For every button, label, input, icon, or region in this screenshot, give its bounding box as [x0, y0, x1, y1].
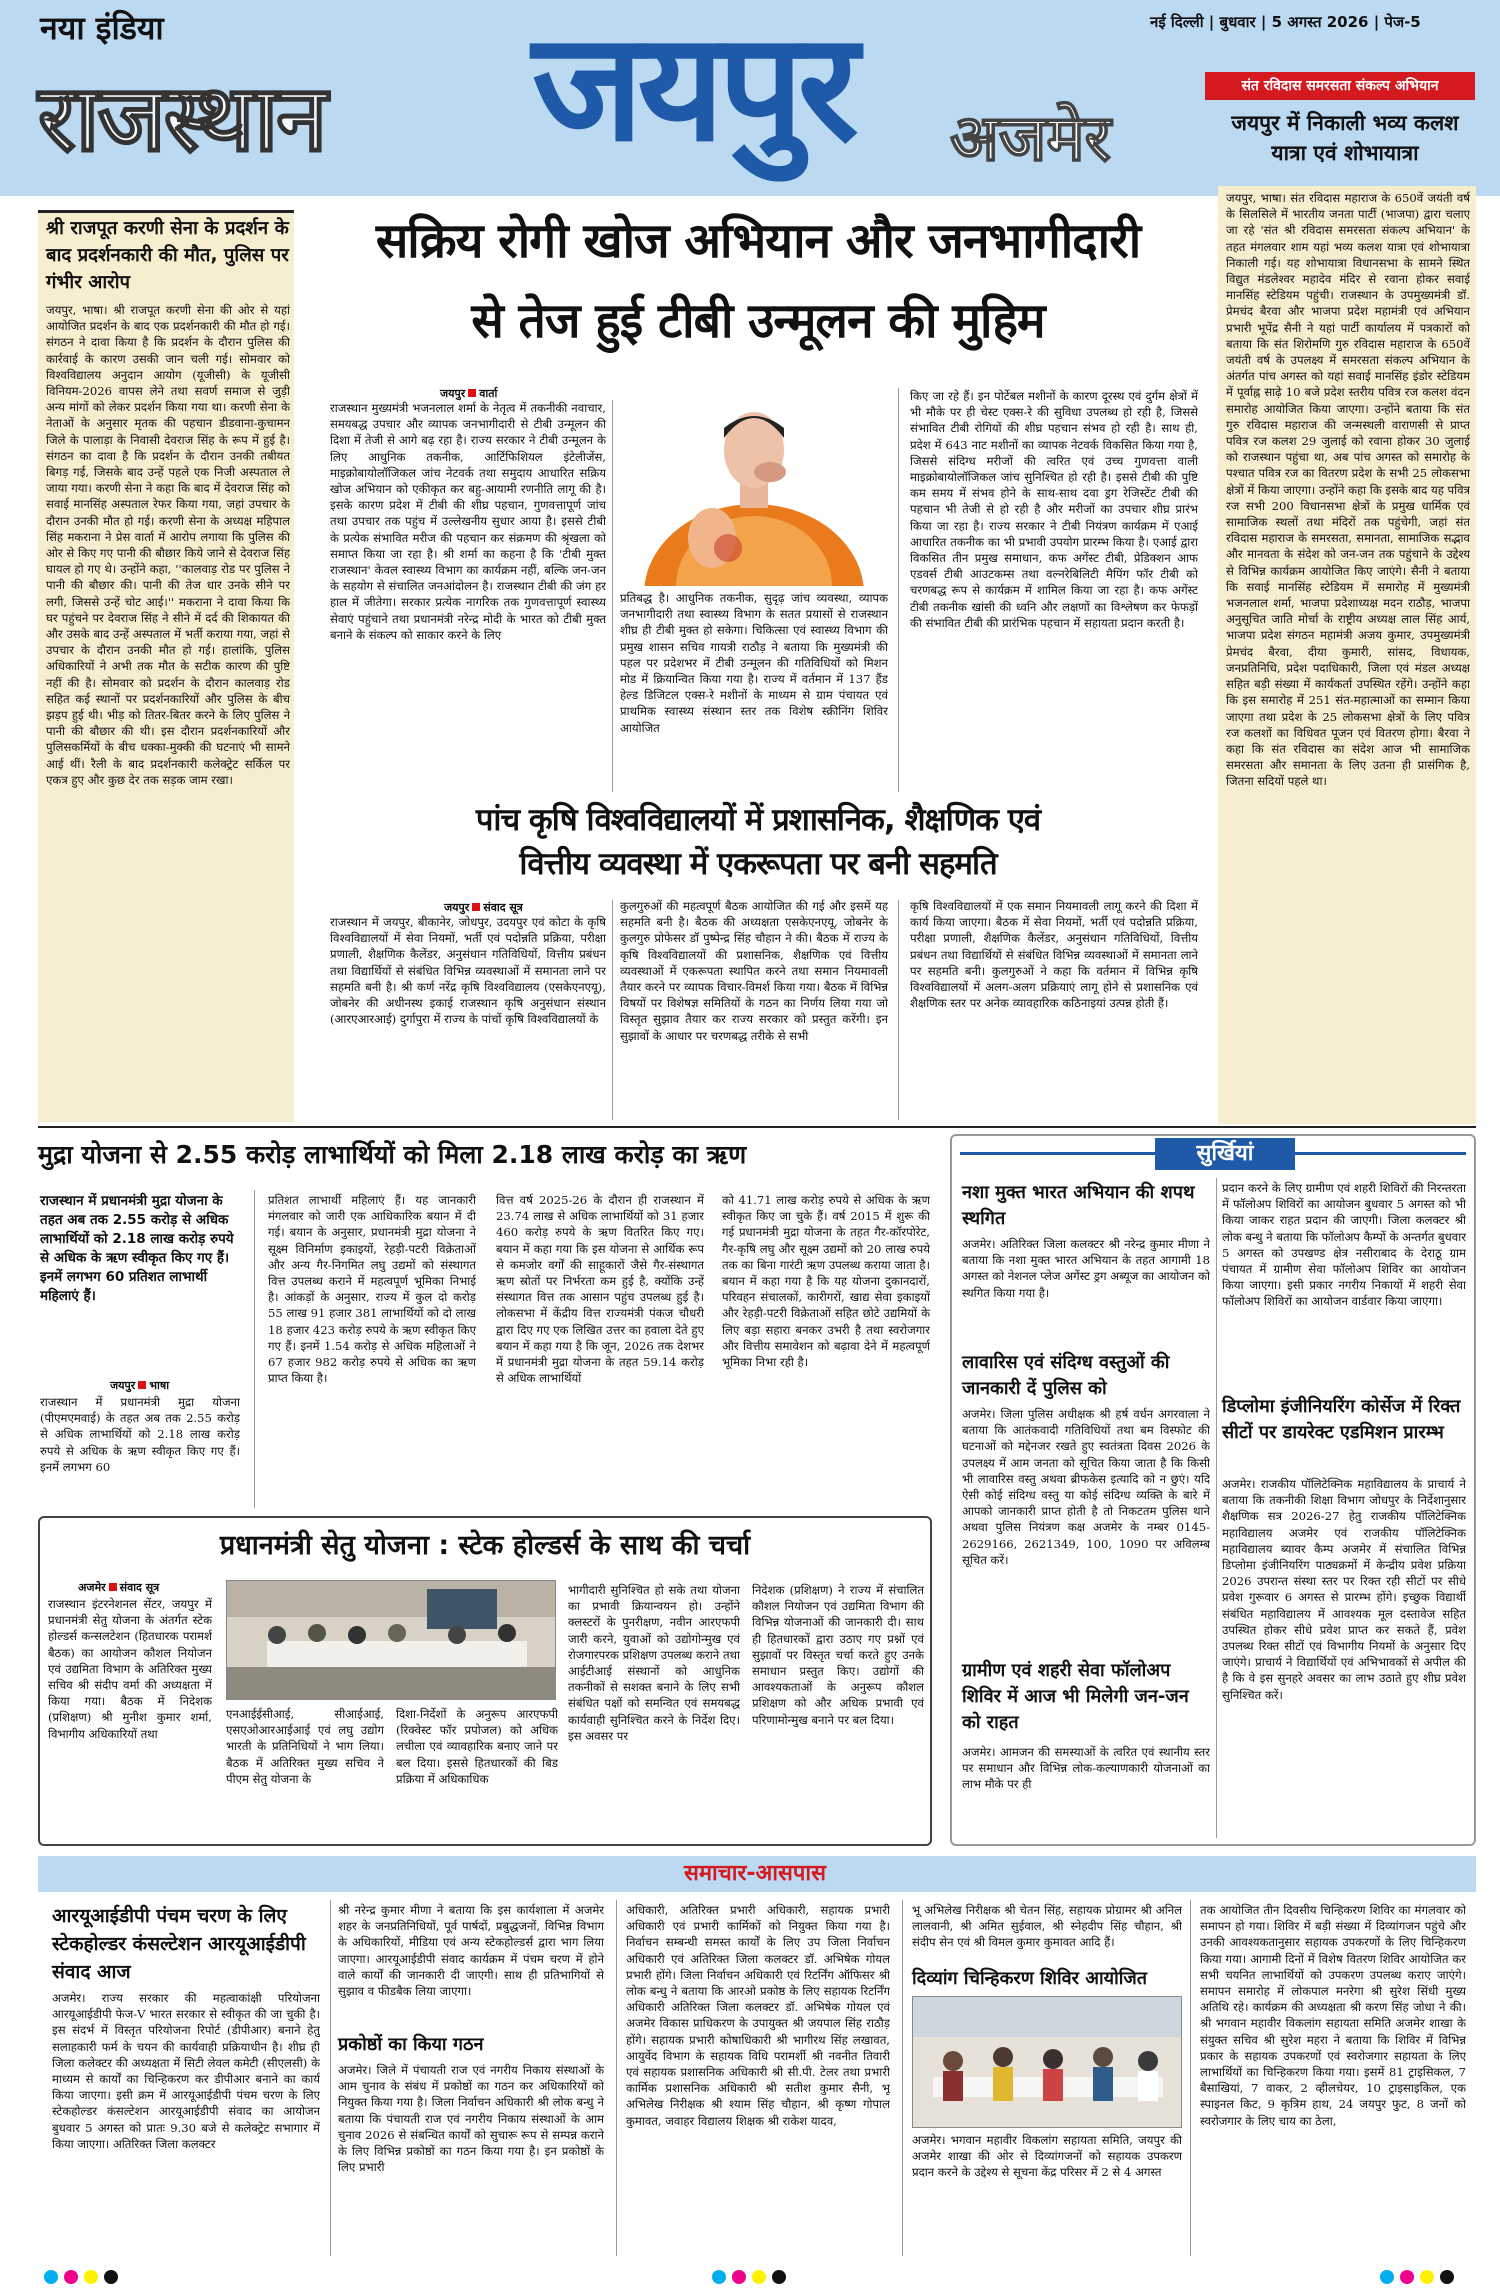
- rule: [612, 900, 613, 1120]
- rule: [616, 1900, 617, 2256]
- registration-marks-left: [44, 2270, 118, 2284]
- aaspaas-1-text: अजमेर। राज्य सरकार की महत्वाकांक्षी परियोजना आरयूआईडीपी फेज-V भारत सरकार से स्वीकृत की जा चुकी है। इस संदर्भ में विस्तृत परियोजना रिपोर्ट (डीपीआर) बनाने हेतु सलाहकारी फर्म के चयन की कार्यवाही प्रक्रियाधीन है। शीघ्र ही जिला कलेक्टर की अध्यक्षता में सिटी लेवल कमेटी (सीएलसी) के माध्यम से कार्यों का चिन्हिकरण कर डीपीआर बनाने का कार्य किया जाएगा। इसी क्रम में आरयूआईडीपी पंचम चरण के लिए स्टेकहोल्डर कंसल्टेशन आरयूआईडीपी संवाद का आयोजन बुधवार 5 अगस्त को प्रातः 9.30 बजे से कलेक्ट्रेट सभागार में किया जाएगा। अतिरिक्त जिला कलक्टर: [52, 1991, 320, 2151]
- divider-1: [38, 1126, 1476, 1128]
- surkhi-1-text: अजमेर। अतिरिक्त जिला कलक्टर श्री नरेन्द्र कुमार मीणा ने बताया कि नशा मुक्त भारत अभियान के तहत आगामी 18 अगस्त को नेशनल प्लेज अगेंस्ट ड्रग अब्यूज का आयोजन को स्थगित किया गया है।: [962, 1237, 1210, 1300]
- rule: [898, 388, 899, 792]
- campaign-banner: संत रविदास समरसता संकल्प अभियान: [1205, 72, 1475, 100]
- mudra-col-4: को 41.71 लाख करोड़ रुपये से अधिक के ऋण स्वीकृत किए जा चुके हैं। वर्ष 2015 में शुरू की गई प्रधानमंत्री मुद्रा योजना के तहत गैर-कॉरपोरेट, गैर-कृषि लघु और सूक्ष्म उद्यमों को 20 लाख रुपये तक का बिना गारंटी ऋण उपलब्ध कराया जाता है। बयान में कहा गया है कि यह योजना दुकानदारों, परिवहन संचालकों, कारीगरों, खाद्य सेवा इकाइयों और रेहड़ी-पटरी विक्रेताओं सहित छोटे उद्यमियों के लिए बड़ा सहारा बनकर उभरी है तथा स्वरोजगार और वित्तीय समावेशन को बढ़ावा देने में महत्वपूर्ण भूमिका निभा रही है।: [722, 1193, 930, 1370]
- aaspaas-3-text: अधिकारी, अतिरिक्त प्रभारी अधिकारी, सहायक प्रभारी अधिकारी एवं प्रभारी कार्मिकों को नियुक्त किया गया है। निर्वाचन सम्बन्धी समस्त कार्यों के लिए उप जिला निर्वाचन अधिकारी एवं अतिरिक्त जिला कलक्टर डॉ. अभिषेक गोयल प्रभारी होंगे। जिला निर्वाचन अधिकारी एवं रिटर्निंग ऑफिसर श्री लोक बन्धु ने बताया कि आरओ प्रकोष्ठ के लिए सहायक रिटर्निंग अधिकारी अतिरिक्त जिला कलक्टर डॉ. अभिषेक गोयल एवं अजमेर विकास प्राधिकरण के उपायुक्त श्री जयपाल सिंह राठौड़ होंगे। सहायक प्रभारी कोषाधिकारी श्री भागीरथ सिंह लखावत, आयुर्वेद विभाग के सहायक विधि परामर्शी श्री नवनीत तिवारी एवं सहायक प्रशासनिक अधिकारी श्री सी.पी. टेलर तथा प्रभारी कार्मिक प्रशासनिक अधिकारी श्री सतीश कुमार सैनी, भू अभिलेख निरीक्षक श्री श्याम सिंह चौहान, श्री कृष्ण गोपाल कुमावत, जवाहर विद्यालय शिक्षक श्री राकेश यादव,: [626, 1903, 890, 2128]
- mudra-col-2: प्रतिशत लाभार्थी महिलाएं हैं। यह जानकारी मंगलवार को जारी एक आधिकारिक बयान में दी गई। बयान के अनुसार, प्रधानमंत्री मुद्रा योजना ने सूक्ष्म विनिर्माण इकाइयों, रेहड़ी-पटरी विक्रेताओं और अन्य गैर-निगमित लघु उद्यमों को संस्थागत वित्त उपलब्ध कराने में महत्वपूर्ण भूमिका निभाई है। आंकड़ों के अनुसार, राज्य में कुल दो करोड़ 55 लाख 91 हजार 381 लाभार्थियों को दो लाख 18 हजार 423 करोड़ रुपये के ऋण स्वीकृत किए गए हैं। इनमें 1.54 करोड़ से अधिक महिलाओं ने 67 हजार 982 करोड़ रुपये से अधिक का ऋण प्राप्त किया है।: [268, 1193, 476, 1386]
- surkhi-2-headline: लावारिस एवं संदिग्ध वस्तुओं की जानकारी दें पुलिस को: [962, 1352, 1170, 1399]
- aaspaas-2b-text: अजमेर। जिले में पंचायती राज एवं नगरीय निकाय संस्थाओं के आम चुनाव के संबंध में प्रकोष्ठों का गठन कर अधिकारियों को नियुक्त किया गया है। जिला निर्वाचन अधिकारी श्री लोक बन्धु ने बताया कि पंचायती राज एवं नगरीय निकाय संस्थाओं के आम चुनाव 2026 से संबन्धित कार्यों को सुचारू रूप से सम्पन्न कराने के लिए विभिन्न प्रकोष्ठों का गठन किया गया है। इन प्रकोष्ठों के लिए प्रभारी: [338, 2063, 604, 2175]
- tb-col-3: किए जा रहे हैं। इन पोर्टेबल मशीनों के कारण दूरस्थ एवं दुर्गम क्षेत्रों में भी मौके पर ही चेस्ट एक्स-रे की सुविधा उपलब्ध हो रही है, जिससे संभावित टीबी रोगियों की शीघ्र पहचान संभव हो रही है। साथ ही, प्रदेश में 643 नाट मशीनों का व्यापक नेटवर्क विकसित किया गया है, जिससे संदिग्ध मरीजों की त्वरित एवं उच्च गुणवत्ता वाली माइक्रोबायोलॉजिकल जांच सुनिश्चित हो रही है। इससे टीबी की पुष्टि कम समय में संभव होने के साथ-साथ दवा ड्रग रेजिस्टेंट टीबी की पहचान भी तेजी से हो रही है और मरीजों का उपचार शीघ्र प्रारंभ किया जा रहा है। राज्य सरकार ने टीबी नियंत्रण कार्यक्रम में एआई आधारित तकनीक का भी प्रभावी उपयोग प्रारम्भ किया है। एआई द्वारा विकसित तीन प्रमुख समाधान, कफ अगेंस्ट टीबी, प्रेडिक्शन आफ एडवर्स टीबी आउटकम्स तथा वल्नरेबिलिटी मैपिंग फॉर टीबी को चरणबद्ध रूप से कार्यक्रम में शामिल किया जा रहा है। कफ अगेंस्ट टीबी तकनीक खांसी की ध्वनि और लक्षणों का विश्लेषण कर फेफड़ों की संभावित टीबी की प्रारंभिक पहचान में सहायता प्रदान करती है।: [910, 389, 1198, 630]
- aaspaas-1-headline: आरयूआईडीपी पंचम चरण के लिए स्टेकहोल्डर कंसल्टेशन आरयूआईडीपी संवाद आज: [52, 1905, 306, 1983]
- agri-headline-1: पांच कृषि विश्वविद्यालयों में प्रशासनिक, शैक्षणिक एवं: [475, 802, 1041, 838]
- rule: [1190, 1900, 1191, 2256]
- setu-col-2: एनआईईसीआई, सीआईआई, एसएओआरआईआई एवं लघु उद्योग भारती के प्रतिनिधियों ने भाग लिया। बैठक में अतिरिक्त मुख्य सचिव ने पीएम सेतु योजना के: [226, 1707, 384, 1786]
- rule: [902, 1900, 903, 2256]
- surkhi-1-headline: नशा मुक्त भारत अभियान की शपथ स्थगित: [962, 1182, 1195, 1229]
- surkhi-2-text: अजमेर। जिला पुलिस अधीक्षक श्री हर्ष वर्धन अगरवाला ने बताया कि आतंकवादी गतिविधियों तथा बम विस्फोट की घटनाओं को मद्देनजर रखते हुए स्वतंत्रता दिवस 2026 के उपलक्ष्य में आम जनता को सूचित किया जाता है कि किसी भी लावारिस वस्तु अथवा ब्रीफकेस इत्यादि को न छुएं। यदि ऐसी कोई संदिग्ध वस्तु या कोई संदिग्ध व्यक्ति के बारे में आपको जानकारी प्राप्त होती है तो निकटतम पुलिस थाने अथवा पुलिस नियंत्रण कक्ष अजमेर के नम्बर 0145-2629166, 2621349, 100, 1090 पर अविलम्ब सूचित करें।: [962, 1407, 1210, 1567]
- left-story-text: जयपुर, भाषा। श्री राजपूत करणी सेना की ओर से यहां आयोजित प्रदर्शन के बाद एक प्रदर्शनकारी की मौत हो गई। संगठन ने दावा किया है कि प्रदर्शन के दौरान पुलिस की कार्रवाई के कारण उसकी जान चली गई। सोमवार को विश्वविद्यालय अनुदान आयोग (यूजीसी) के यूजीसी विनियम-2026 वापस लेने तथा सवर्ण समाज से जुड़ी अन्य मांगों को लेकर प्रदर्शन किया गया था। करणी सेना के नेताओं के अनुसार मृतक की पहचान डीडवाना-कुचामन जिले के पालाड़ा के निवासी देवराज सिंह के रूप में हुई है। संगठन का दावा है कि प्रदर्शन के दौरान उनकी तबीयत बिगड़ गई, जिसके बाद उन्हें पहले एक निजी अस्पताल ले जाया गया। करणी सेना ने कहा कि बाद में देवराज सिंह को सवाई मानसिंह अस्पताल रेफर किया गया, जहां उपचार के दौरान उनकी मौत हो गई। करणी सेना के अध्यक्ष महिपाल सिंह मकराना ने प्रेस वार्ता में आरोप लगाया कि पुलिस की ओर से किए गए पानी की बौछार किये जाने से देवराज सिंह घायल हो गए थे। उन्होंने कहा, ''कालवाड़ रोड पर पुलिस ने पानी की बौछार की। पानी की तेज धार उनके सीने पर लगी, जिससे उन्हें चोट आई।'' मकराना ने दावा किया कि घर पहुंचने पर देवराज सिंह ने सीने में दर्द की शिकायत की और उसके बाद उन्हें अस्पताल में भर्ती कराया गया, जहां से उपचार के दौरान उनकी मौत हो गई। हालांकि, पुलिस अधिकारियों ने अभी तक मौत के सटीक कारण की पुष्टि नहीं की है। सोमवार को प्रदर्शन के दौरान कालवाड़ रोड सहित कई स्थानों पर प्रदर्शनकारियों और पुलिस के बीच झड़प हुई थी। भीड़ को तितर-बितर करने के लिए पुलिस ने पानी की बौछार की थी। इस दौरान प्रदर्शनकारियों और पुलिसकर्मियों के बीच धक्का-मुक्की की घटनाएं भी सामने आई थीं। रैली के बाद प्रदर्शनकारी कलेक्ट्रेट सर्किल पर एकत्र हुए और कुछ देर तक सड़क जाम रखा।: [46, 303, 290, 787]
- tb-illustration: [620, 398, 888, 586]
- aaspaas-2-text: श्री नरेन्द्र कुमार मीणा ने बताया कि इस कार्यशाला में अजमेर शहर के जनप्रतिनिधियों, पूर्व पार्षदों, प्रबुद्धजनों, विभिन्न विभाग के अधिकारियों, मीडिया एवं अन्य स्टेकहोल्डर्स द्वारा भाग लिया जाएगा। आरयूआईडीपी संवाद कार्यक्रम में पंचम चरण में होने वाले कार्यों की जानकारी दी जाएगी। साथ ही प्रतिभागियों से सुझाव व फीडबैक लिया जाएगा।: [338, 1903, 604, 1999]
- surkhi-5-headline: डिप्लोमा इंजीनियरिंग कोर्सेज में रिक्त सीटों पर डायरेक्ट एडमिशन प्रारम्भ: [1222, 1396, 1461, 1443]
- surkhi-3-text: अजमेर। आमजन की समस्याओं के त्वरित एवं स्थानीय स्तर पर समाधान और विभिन्न लोक-कल्याणकारी योजनाओं का लाभ मौके पर ही: [962, 1745, 1210, 1792]
- dateline: नई दिल्ली | बुधवार | 5 अगस्त 2026 | पेज-5: [1150, 13, 1421, 31]
- rule: [330, 1900, 331, 2256]
- setu-col-5: निदेशक (प्रशिक्षण) ने राज्य में संचालित कौशल नियोजन एवं उद्यमिता विभाग की विभिन्न योजनाओं की जानकारी दी। साथ ही हितधारकों द्वारा उठाए गए प्रश्नों एवं सुझावों पर विस्तृत चर्चा करते हुए उनके समाधान प्रस्तुत किए। उद्योगों की आवश्यकताओं के अनुरूप कौशल प्रशिक्षण को और अधिक प्रभावी एवं परिणामोन्मुख बनाने पर बल दिया।: [752, 1583, 924, 1727]
- tb-col-1: राजस्थान मुख्यमंत्री भजनलाल शर्मा के नेतृत्व में तकनीकी नवाचार, समयबद्ध उपचार और व्यापक जनभागीदारी से टीबी उन्मूलन की दिशा में तेजी से आगे बढ़ रहा है। राज्य सरकार ने टीबी उन्मूलन के लिए आधुनिक तकनीक, आर्टिफिशियल इंटेलीजेंस, माइक्रोबायोलॉजिकल जांच नेटवर्क तथा समुदाय आधारित सक्रिय खोज अभियान को एकीकृत कर बहु-आयामी रणनीति लागू की है। इसके कारण प्रदेश में टीबी की शीघ्र पहचान, गुणवत्तापूर्ण जांच तथा उपचार तक पहुंच में उल्लेखनीय सुधार आया है। इससे टीबी के प्रत्येक संभावित मरीज की पहचान कर संक्रमण की श्रृंखला को समाप्त किया जा रहा है। श्री शर्मा का कहना है कि 'टीबी मुक्त राजस्थान' केवल स्वास्थ्य विभाग का कार्यक्रम नहीं, बल्कि जन-जन के सहयोग से संचालित जनआंदोलन है। राजस्थान टीबी की जंग हर हाल में जीतेगा। सरकार प्रत्येक नागरिक तक गुणवत्तापूर्ण स्वास्थ्य सेवाएं पहुंचाने तथा प्रधानमंत्री नरेन्द्र मोदी के भारत को टीबी मुक्त बनाने के संकल्प को साकार करने के लिए: [330, 401, 606, 642]
- rule: [254, 1190, 255, 1508]
- aaspaas-4b-text: अजमेर। भगवान महावीर विकलांग सहायता समिति, जयपुर की अजमेर शाखा की ओर से दिव्यांगजनों को सहायक उपकरण प्रदान करने के उद्देश्य से सूचना केंद्र परिसर में 2 से 4 अगस्त: [912, 2133, 1182, 2180]
- surkhiyan-label: सुर्खियां: [1155, 1138, 1295, 1170]
- surkhi-5-text: अजमेर। राजकीय पॉलिटेक्निक महाविद्यालय के प्राचार्य ने बताया कि तकनीकी शिक्षा विभाग जोधपुर के निर्देशानुसार शैक्षणिक सत्र 2026-27 हेतु राजकीय पॉलिटेक्निक महाविद्यालय अजमेर एवं राजकीय पॉलिटेक्निक महाविद्यालय ब्यावर कैम्प अजमेर में संचालित विभिन्न डिप्लोमा इंजीनियरिंग पाठ्यक्रमों में केन्द्रीय प्रवेश प्रक्रिया 2026 उपरान्त संस्था स्तर पर रिक्त रही सीटों पर सीधे प्रवेश गुरूवार 6 अगस्त से प्रारम्भ होंगे। इच्छुक विद्यार्थी संबंधित महाविद्यालय में आवश्यक मूल दस्तावेज सहित उपस्थित होकर सीधे प्रवेश प्राप्त कर सकते हैं, प्रवेश उपलब्ध रिक्त सीटों एवं विभागीय नियमों के अनुसार दिए जाएंगे। प्राचार्य ने विद्यार्थियों एवं अभिभावकों से अपील की है कि वे इस सुनहरे अवसर का लाभ उठाते हुए शीघ्र प्रवेश सुनिश्चित करें।: [1222, 1477, 1466, 1702]
- masthead-brand: नया इंडिया: [40, 9, 164, 47]
- surkhi-3-headline: ग्रामीण एवं शहरी सेवा फॉलोअप शिविर में आज भी मिलेगी जन-जन को राहत: [962, 1660, 1189, 1733]
- mudra-headline: मुद्रा योजना से 2.55 करोड़ लाभार्थियों को मिला 2.18 लाख करोड़ का ऋण: [38, 1140, 747, 1169]
- mudra-col-1: राजस्थान में प्रधानमंत्री मुद्रा योजना (पीएमएमवाई) के तहत अब तक 2.55 करोड़ से अधिक लाभार्थियों को 2.18 लाख करोड़ रुपये से अधिक के ऋण स्वीकृत किए गए हैं। इनमें लगभग 60: [40, 1395, 240, 1474]
- aaspaas-4-text: भू अभिलेख निरीक्षक श्री चेतन सिंह, सहायक प्रोग्रामर श्री अनिल लालवानी, श्री अमित सुईवाल, श्री स्नेहदीप सिंह चौहान, श्री संदीप सेन एवं श्री विमल कुमार कुमावत आदि हैं।: [912, 1903, 1182, 1950]
- setu-col-1: राजस्थान इंटरनेशनल सेंटर, जयपुर में प्रधानमंत्री सेतु योजना के अंतर्गत स्टेक होल्डर्स कन्सलटेशन (हितधारक परामर्श बैठक) का आयोजन कौशल नियोजन एवं उद्यमिता विभाग के अतिरिक्त मुख्य सचिव श्री संदीप वर्मा की अध्यक्षता में किया गया। बैठक में निदेशक (प्रशिक्षण) श्री मुनीश कुमार शर्मा, विभागीय अधिकारियों तथा: [48, 1597, 212, 1741]
- tb-byline: जयपुर वार्ता: [440, 387, 498, 400]
- agri-headline-2: वित्तीय व्यवस्था में एकरूपता पर बनी सहमति: [519, 846, 997, 882]
- mudra-col-3: वित्त वर्ष 2025-26 के दौरान ही राजस्थान में 23.74 लाख से अधिक लाभार्थियों को 31 हजार 460 करोड़ रुपये के ऋण वितरित किए गए। बयान में कहा गया कि इस योजना से आर्थिक रूप से कमजोर वर्गों की साहूकारों जैसे गैर-संस्थागत ऋण स्रोतों पर निर्भरता कम हुई है, क्योंकि उन्हें संस्थागत वित्त तक आसान पहुंच उपलब्ध हुई है। लोकसभा में केंद्रीय वित्त राज्यमंत्री पंकज चौधरी द्वारा दिए गए एक लिखित उत्तर का हवाला देते हुए बयान में कहा गया है कि जून, 2026 तक देशभर में प्रधानमंत्री मुद्रा योजना के तहत 59.14 करोड़ से अधिक लाभार्थियों: [496, 1193, 704, 1386]
- registration-marks-right: [1380, 2270, 1454, 2284]
- agri-col-3: कृषि विश्वविद्यालयों में एक समान नियमावली लागू करने की दिशा में कार्य किया जाएगा। बैठक में सेवा नियमों, भर्ती एवं पदोन्नति प्रक्रिया, परीक्षा प्रणाली, शैक्षणिक कैलेंडर, अनुसंधान गतिविधियों, वित्तीय प्रबंधन तथा विद्यार्थियों से संबंधित विभिन्न व्यवस्थाओं में समानता लाने पर सहमति बनी। कुलगुरुओं ने कहा कि वर्तमान में विभिन्न कृषि विश्वविद्यालयों में अलग-अलग प्रक्रियाएं लागू होने से प्रशासनिक एवं शैक्षणिक स्तर पर अनेक व्यावहारिक कठिनाइयां उत्पन्न होती हैं।: [910, 899, 1198, 1011]
- rule: [612, 400, 613, 792]
- masthead-city2: अजमेर: [950, 102, 1111, 176]
- setu-col-3: दिशा-निर्देशों के अनुरूप आरएफपी (रिक्वेस्ट फॉर प्रपोजल) को अधिक लचीला एवं व्यावहारिक बनाए जाने पर बल दिया। इससे हितधारकों की बिड प्रक्रिया में अधिकाधिक: [396, 1707, 558, 1786]
- ravidas-text: जयपुर, भाषा। संत रविदास महाराज के 650वें जयंती वर्ष के सिलसिले में भारतीय जनता पार्टी (भाजपा) द्वारा चलाए जा रहे 'संत श्री रविदास समरसता संकल्प अभियान' के तहत मंगलवार शाम यहां भव्य कलश यात्रा एवं शोभायात्रा निकाली गई। यह शोभायात्रा विधानसभा के सामने स्थित विद्युत मंडलेश्वर महादेव मंदिर से रवाना होकर सवाई मानसिंह स्टेडियम पहुंची। राजस्थान के उपमुख्यमंत्री डॉ. प्रेमचंद बैरवा और भाजपा प्रदेश महामंत्री एवं अभियान प्रभारी भूपेंद्र सैनी ने यहां पार्टी कार्यालय में पत्रकारों को बताया कि संत शिरोमणि गुरु रविदास महाराज के 650वें जयंती वर्ष के उपलक्ष्य में समरसता संकल्प अभियान के अंतर्गत पांच अगस्त को यहां सवाई मानसिंह इंडोर स्टेडियम में पूर्वाह्न साढ़े 10 बजे प्रदेश स्तरीय पवित्र रज कलश वंदन समारोह आयोजित किया जाएगा। उन्होंने बताया कि संत गुरु रविदास महाराज की जन्मस्थली वाराणसी से प्राप्त पवित्र रज कलश 29 जुलाई को रवाना होकर 30 जुलाई को राजस्थान पहुंचा था, अब पांच अगस्त को समारोह के पश्चात पवित्र रज का वितरण प्रदेश के सभी 25 लोकसभा क्षेत्रों में किया जाएगा। उन्होंने कहा कि इसके बाद यह पवित्र रज सभी 200 विधानसभा क्षेत्रों के प्रमुख धार्मिक एवं सामाजिक स्थलों तथा मंदिरों तक पहुंचेगी, जहां संत रविदास महाराज के समरसता, समानता, सामाजिक सद्भाव और मानवता के संदेश को जन-जन तक पहुंचाने के उद्देश्य से विभिन्न कार्यक्रम आयोजित किए जाएंगे। सैनी ने बताया कि सवाई मानसिंह स्टेडियम में समारोह में मुख्यमंत्री भजनलाल शर्मा, भाजपा प्रदेशाध्यक्ष मदन राठौड़, भाजपा अनुसूचित जाति मोर्चा के राष्ट्रीय अध्यक्ष लाल सिंह आर्य, भाजपा प्रदेश संगठन महामंत्री अजय कुमार, उपमुख्यमंत्री प्रेमचंद बैरवा, दीया कुमारी, सांसद, विधायक, जनप्रतिनिधि, प्रदेश पदाधिकारी, जिला एवं मंडल अध्यक्ष सहित बड़ी संख्या में कार्यकर्ता उपस्थित रहेंगे। उन्होंने कहा कि इस समारोह में 251 संत-महात्माओं का सम्मान किया जाएगा तथा प्रदेश के 25 लोकसभा क्षेत्रों के लिए पवित्र रज कलशों का विधिवत पूजन एवं वितरण होगा। बैरवा ने कहा कि संत रविदास का संदेश आज भी सामाजिक समरसता और समानता के लिए उतना ही प्रासंगिक है, जितना सदियों पहले था।: [1226, 191, 1470, 789]
- setu-byline: अजमेर संवाद सूत्र: [78, 1581, 160, 1594]
- aaspaas-label: समाचार-आसपास: [684, 1861, 826, 1886]
- agri-col-1: राजस्थान में जयपुर, बीकानेर, जोधपुर, उदयपुर एवं कोटा के कृषि विश्वविद्यालयों में सेवा नियमों, भर्ती एवं पदोन्नति प्रक्रिया, परीक्षा प्रणाली, शैक्षणिक कैलेंडर, अनुसंधान गतिविधियों, वित्तीय प्रबंधन तथा विद्यार्थियों से संबंधित विभिन्न व्यवस्थाओं में समानता लाने पर सहमति बनी है। श्री कर्ण नरेंद्र कृषि विश्वविद्यालय (एसकेएनएयू), जोबनेर की अधीनस्थ इकाई राजस्थान कृषि अनुसंधान संस्थान (आरएआरआई) दुर्गापुरा में राज्य के पांचों कृषि विश्वविद्यालयों के: [330, 915, 606, 1027]
- surkhi-4-text: प्रदान करने के लिए ग्रामीण एवं शहरी शिविरों की निरन्तरता में फॉलोअप शिविरों का आयोजन बुधवार 5 अगस्त को भी किया जाकर राहत प्रदान की जाएगी। जिला कलक्टर श्री लोक बन्धु ने बताया कि फॉलोअप कैम्पों के अन्तर्गत बुधवार 5 अगस्त को उपखण्ड क्षेत्र नसीराबाद के देराठू ग्राम पंचायत में ग्रामीण सेवा फॉलोअप शिविर का आयोजन किया जाएगा। इसी प्रकार नगरीय निकायों में शहरी सेवा फॉलोअप शिविरों का आयोजन वार्डवार किया जाएगा।: [1222, 1181, 1466, 1309]
- aaspaas-4-headline: दिव्यांग चिन्हिकरण शिविर आयोजित: [912, 1968, 1148, 1989]
- rule: [1216, 1178, 1217, 1838]
- aaspaas-photo: [912, 1996, 1182, 2128]
- masthead-state: राजस्थान: [38, 65, 326, 172]
- tb-headline-2: से तेज हुई टीबी उन्मूलन की मुहिम: [471, 293, 1045, 349]
- agri-byline: जयपुर संवाद सूत्र: [444, 901, 523, 914]
- registration-marks-mid: [712, 2270, 786, 2284]
- tb-headline-1: सक्रिय रोगी खोज अभियान और जनभागीदारी: [375, 213, 1141, 269]
- mudra-lead: राजस्थान में प्रधानमंत्री मुद्रा योजना के तहत अब तक 2.55 करोड़ से अधिक लाभार्थियों को 2.18 लाख करोड़ रुपये से अधिक के ऋण स्वीकृत किए गए हैं। इनमें लगभग 60 प्रतिशत लाभार्थी महिलाएं हैं।: [40, 1193, 234, 1304]
- mudra-byline: जयपुर भाषा: [110, 1379, 170, 1392]
- rule: [898, 900, 899, 1120]
- side-headline: जयपुर में निकाली भव्य कलश यात्रा एवं शोभायात्रा: [1231, 111, 1459, 165]
- tb-col-2: प्रतिबद्ध है। आधुनिक तकनीक, सुदृढ़ जांच व्यवस्था, व्यापक जनभागीदारी तथा स्वास्थ्य विभाग के सतत प्रयासों से राजस्थान शीघ्र ही टीबी मुक्त हो सकेगा। चिकित्सा एवं स्वास्थ्य विभाग की प्रमुख शासन सचिव गायत्री राठौड़ ने बताया कि मुख्यमंत्री की पहल पर प्रदेशभर में टीबी उन्मूलन की गतिविधियों को मिशन मोड में क्रियान्वित किया गया है। राज्य में वर्तमान में 137 हैंड हेल्ड डिजिटल एक्स-रे मशीनों के माध्यम से ग्राम पंचायत एवं प्राथमिक स्वास्थ्य संस्थान स्तर तक विशेष स्क्रीनिंग शिविर आयोजित: [620, 591, 888, 735]
- aaspaas-5-text: तक आयोजित तीन दिवसीय चिन्हिकरण शिविर का मंगलवार को समापन हो गया। शिविर में बड़ी संख्या में दिव्यांगजन पहुंचे और उनकी आवश्यकतानुसार सहायक उपकरणों के लिए चिन्हिकरण किया गया। आगामी दिनों में विशेष वितरण शिविर आयोजित कर सभी चयनित लाभार्थियों को उपकरण उपलब्ध कराए जाएंगे। समापन समारोह में लोकपाल मनरेगा श्री सुरेश सिंधी मुख्य अतिथि रहे। कार्यक्रम की अध्यक्षता श्री करण सिंह जोधा ने की। श्री भगवान महावीर विकलांग सहायता समिति अजमेर शाखा के संयुक्त सचिव श्री सुरेश महरा ने बताया कि शिविर में विभिन्न प्रकार के सहायक उपकरणों एवं स्वरोजगार सहायता के लिए लाभार्थियों का चिन्हिकरण किया गया। इसमें 81 ट्राइसिकल, 7 बैसाखियां, 7 वाकर, 2 व्हीलचेयर, 10 ट्राइसाइकिल, एक स्पाइनल किट, 9 कृत्रिम हाथ, 24 जयपुर फुट, 8 जनों को स्वरोजगार के लिए चाय का ठेला,: [1200, 1903, 1466, 2128]
- masthead-city: जयपुर: [532, 1, 853, 175]
- setu-headline: प्रधानमंत्री सेतु योजना : स्टेक होल्डर्स के साथ की चर्चा: [219, 1530, 751, 1561]
- left-story-headline: श्री राजपूत करणी सेना के प्रदर्शन के बाद प्रदर्शनकारी की मौत, पुलिस पर गंभीर आरोप: [46, 218, 289, 293]
- setu-photo: [226, 1580, 556, 1700]
- setu-col-4: भागीदारी सुनिश्चित हो सके तथा योजना का प्रभावी क्रियान्वयन हो। उन्होंने क्लस्टरों के पुनरीक्षण, नवीन आरएफपी जारी करने, युवाओं को उद्योगोन्मुख एवं रोजगारपरक प्रशिक्षण उपलब्ध कराने तथा आईटीआई संस्थानों को आधुनिक तकनीकों से सशक्त बनाने के लिए सभी संबंधित पक्षों को समन्वित एवं समयबद्ध कार्यवाही सुनिश्चित करने के निर्देश दिए। इस अवसर पर: [568, 1583, 740, 1743]
- aaspaas-2-headline: प्रकोष्ठों का किया गठन: [338, 2034, 484, 2055]
- agri-col-2: कुलगुरुओं की महत्वपूर्ण बैठक आयोजित की गई और इसमें यह सहमति बनी है। बैठक की अध्यक्षता एसकेएनएयू, जोबनेर के कुलगुरु प्रोफेसर डॉ पुष्पेन्द्र सिंह चौहान ने की। बैठक में राज्य के कृषि विश्वविद्यालयों की प्रशासनिक, शैक्षणिक एवं वित्तीय व्यवस्थाओं में एकरूपता स्थापित करने तथा समान नियमावली तैयार करने पर व्यापक विचार-विमर्श किया गया। बैठक में विभिन्न विषयों पर विशेषज्ञ समितियों के गठन का निर्णय लिया गया जो विस्तृत सुझाव तैयार कर राज्य सरकार को प्रस्तुत करेंगी। इन सुझावों के आधार पर चरणबद्ध तरीके से सभी: [620, 899, 888, 1043]
